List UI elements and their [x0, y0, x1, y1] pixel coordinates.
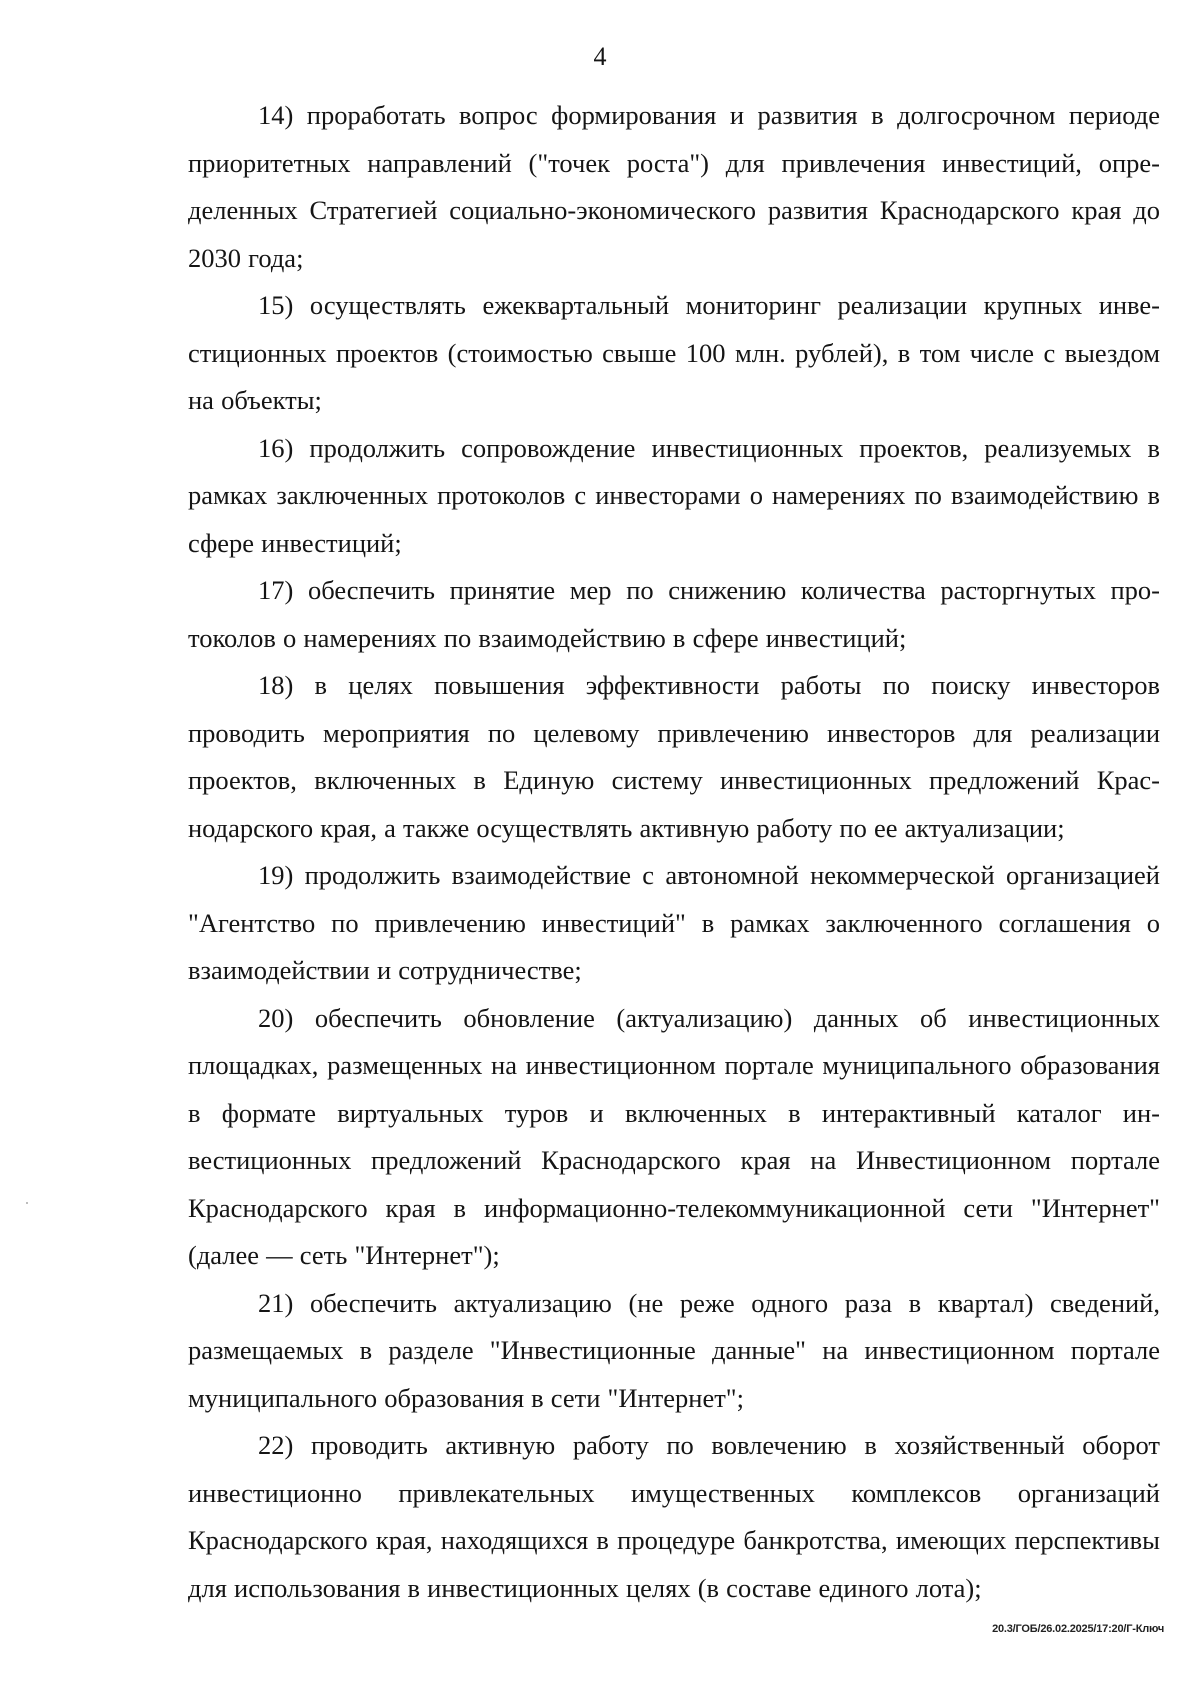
page-number: 4 — [593, 42, 607, 71]
list-item-17: 17) обеспечить принятие мер по снижению количества расторгнутых протоколов о намерениях по взаимодействию в сфере инвестиций; — [188, 575, 1160, 653]
list-item-14: 14) проработать вопрос формирования и развития в долгосрочном периоде приоритетных направлений ("точек роста") для привлечения инвестиций, определенных Стратегией социально-экономического развития Краснодарского края до 2030 года; — [188, 100, 1160, 273]
list-item-16: 16) продолжить сопровождение инвестиционных проектов, реализуемых в рамках заключенных протоколов с инвесторами о намерениях по взаимодействию в сфере инвестиций; — [188, 432, 1160, 558]
list-item-15: 15) осуществлять ежеквартальный мониторинг реализации крупных инвестиционных проектов (стоимостью свыше 100 млн. рублей), в том числе с выездом на объекты; — [188, 290, 1160, 415]
document-body — [188, 92, 1160, 1612]
document-footer-code: 20.3/ГОБ/26.02.2025/17:20/Г-Ключ — [992, 1623, 1164, 1635]
scan-margin-mark — [26, 1202, 28, 1204]
list-item-21: 21) обеспечить актуализацию (не реже одного раза в квартал) сведений, размещаемых в разделе "Инвестиционные данные" на инвестиционном портале муниципального образования в сети "Интернет"; — [188, 1287, 1160, 1413]
list-item-19: 19) продолжить взаимодействие с автономной некоммерческой организацией "Агентство по привлечению инвестиций" в рамках заключенного соглашения о взаимодействии и сотрудничестве; — [188, 860, 1160, 985]
list-item-22: 22) проводить активную работу по вовлечению в хозяйственный оборот инвестиционно привлекательных имущественных комплексов организаций Краснодарского края, находящихся в процедуре банкротства, имеющих перспективы для использования в инвестиционных целях (в составе единого лота); — [188, 1430, 1160, 1603]
list-item-18: 18) в целях повышения эффективности работы по поиску инвесторов проводить мероприятия по целевому привлечению инвесторов для реализации проектов, включенных в Единую систему инвестиционных предложений Краснодарского края, а также осуществлять активную работу по ее актуализации; — [188, 670, 1160, 843]
list-item-20: 20) обеспечить обновление (актуализацию) данных об инвестиционных площадках, размещенных на инвестиционном портале муниципального образования в формате виртуальных туров и включенных в интерактивный каталог инвестиционных предложений Краснодарского края на Инвестиционном портале Краснодарского края в информационно-телекоммуникационной сети "Интернет" (далее — сеть "Интернет"); — [188, 1002, 1160, 1270]
